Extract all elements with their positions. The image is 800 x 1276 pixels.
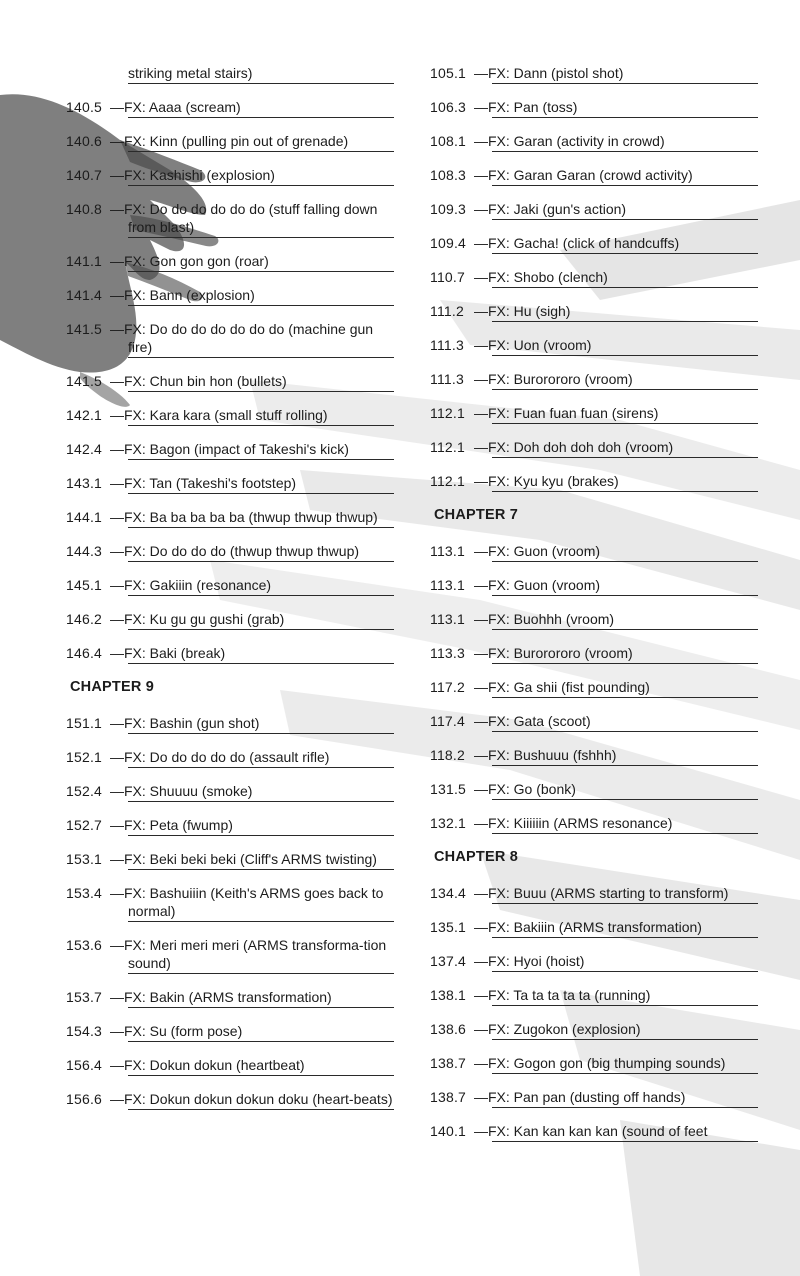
list-item (430, 268, 758, 288)
list-item (66, 372, 394, 392)
list-item (430, 780, 758, 800)
entry-number: 152.1 (66, 749, 103, 765)
entry-text: —FX: Tan (Takeshi's footstep) (128, 474, 394, 494)
entry-number: 140.8 (66, 201, 103, 217)
entry-number: 156.6 (66, 1091, 103, 1107)
list-item (66, 988, 394, 1008)
list-item (66, 576, 394, 596)
entry-number: 142.1 (66, 407, 103, 423)
entry-number: 153.7 (66, 989, 103, 1005)
entry-number: 140.7 (66, 167, 103, 183)
list-item (430, 64, 758, 84)
entry-text: —FX: Uon (vroom) (492, 336, 758, 356)
entry-text: —FX: Gata (scoot) (492, 712, 758, 732)
list-item (430, 746, 758, 766)
entry-number: 141.5 (66, 373, 103, 389)
list-item (66, 884, 394, 922)
entry-number: 143.1 (66, 475, 103, 491)
list-item (430, 370, 758, 390)
entry-text: —FX: Beki beki beki (Cliff's ARMS twisting) (128, 850, 394, 870)
entry-text: —FX: Do do do do do do do (machine gun fire) (128, 320, 394, 358)
entry-text: —FX: Buohhh (vroom) (492, 610, 758, 630)
list-item (66, 816, 394, 836)
entry-text: —FX: Shobo (clench) (492, 268, 758, 288)
entry-text: —FX: Ga shii (fist pounding) (492, 678, 758, 698)
entry-number: 153.1 (66, 851, 103, 867)
list-item (430, 132, 758, 152)
list-item (430, 234, 758, 254)
entry-number: 153.4 (66, 885, 103, 901)
entry-text: —FX: Garan Garan (crowd activity) (492, 166, 758, 186)
entry-text: —FX: Meri meri meri (ARMS transforma-tion sound) (128, 936, 394, 974)
list-item (430, 1020, 758, 1040)
entry-number: 138.7 (430, 1089, 467, 1105)
list-item (66, 440, 394, 460)
entry-number: 113.1 (430, 543, 465, 559)
entry-number: 108.3 (430, 167, 467, 183)
chapter-heading: CHAPTER 7 (434, 507, 518, 523)
entry-number: 112.1 (430, 439, 465, 455)
entry-text: —FX: Jaki (gun's action) (492, 200, 758, 220)
entry-number: 132.1 (430, 815, 467, 831)
entry-number: 146.2 (66, 611, 103, 627)
entry-number: 153.6 (66, 937, 103, 953)
entry-number: 141.5 (66, 321, 103, 337)
entry-text: —FX: Hu (sigh) (492, 302, 758, 322)
list-item (66, 542, 394, 562)
list-item (430, 814, 758, 834)
list-item (430, 644, 758, 664)
entry-text: —FX: Pan (toss) (492, 98, 758, 118)
list-item (66, 1056, 394, 1076)
entry-number: 152.4 (66, 783, 103, 799)
entry-number: 140.6 (66, 133, 103, 149)
entry-number: 138.7 (430, 1055, 467, 1071)
list-item (430, 986, 758, 1006)
entry-number: 146.4 (66, 645, 103, 661)
entry-text: —FX: Fuan fuan fuan (sirens) (492, 404, 758, 424)
entry-text: —FX: Buuu (ARMS starting to transform) (492, 884, 758, 904)
entry-number: 112.1 (430, 473, 465, 489)
entry-text: —FX: Go (bonk) (492, 780, 758, 800)
list-item (66, 508, 394, 528)
entry-number: 111.3 (430, 337, 464, 353)
entry-number: 117.4 (430, 713, 465, 729)
entry-number: 105.1 (430, 65, 467, 81)
list-item (430, 918, 758, 938)
list-item (66, 1090, 394, 1110)
entry-text: —FX: Kinn (pulling pin out of grenade) (128, 132, 394, 152)
list-item (66, 406, 394, 426)
list-item (430, 712, 758, 732)
entry-number: 117.2 (430, 679, 465, 695)
list-item (430, 1122, 758, 1142)
entry-number: 138.1 (430, 987, 467, 1003)
list-item (430, 166, 758, 186)
entry-number: 118.2 (430, 747, 465, 763)
entry-text: —FX: Garan (activity in crowd) (492, 132, 758, 152)
entry-text: —FX: Gon gon gon (roar) (128, 252, 394, 272)
list-item (66, 782, 394, 802)
entry-text: striking metal stairs) (128, 64, 394, 84)
list-item (430, 472, 758, 492)
chapter-heading: CHAPTER 8 (434, 849, 518, 865)
chapter-heading: CHAPTER 9 (70, 679, 154, 695)
entry-number: 144.3 (66, 543, 103, 559)
list-item (66, 98, 394, 118)
entry-text: —FX: Su (form pose) (128, 1022, 394, 1042)
list-item (430, 542, 758, 562)
entry-text: —FX: Kara kara (small stuff rolling) (128, 406, 394, 426)
list-item (430, 302, 758, 322)
entry-text: —FX: Peta (fwump) (128, 816, 394, 836)
entry-text: —FX: Gogon gon (big thumping sounds) (492, 1054, 758, 1074)
list-item (66, 132, 394, 152)
list-item (66, 850, 394, 870)
entry-number: 109.3 (430, 201, 467, 217)
list-item (430, 200, 758, 220)
list-item (430, 336, 758, 356)
entry-number: 154.3 (66, 1023, 103, 1039)
list-item (66, 936, 394, 974)
entry-text: —FX: Kashishi (explosion) (128, 166, 394, 186)
list-item (430, 1054, 758, 1074)
entry-number: 106.3 (430, 99, 467, 115)
list-item (430, 952, 758, 972)
entry-number: 113.1 (430, 577, 465, 593)
entry-text: —FX: Do do do do (thwup thwup thwup) (128, 542, 394, 562)
entry-number: 113.1 (430, 611, 465, 627)
list-item (66, 166, 394, 186)
entry-text: —FX: Dokun dokun dokun doku (heart-beats) (128, 1090, 394, 1110)
list-item (66, 320, 394, 358)
list-item (430, 884, 758, 904)
entry-number: 108.1 (430, 133, 467, 149)
entry-text: —FX: Baki (break) (128, 644, 394, 664)
entry-text: —FX: Ta ta ta ta ta (running) (492, 986, 758, 1006)
entry-text: —FX: Bagon (impact of Takeshi's kick) (128, 440, 394, 460)
entry-number: 144.1 (66, 509, 103, 525)
entry-text: —FX: Bakin (ARMS transformation) (128, 988, 394, 1008)
entry-text: —FX: Gakiiin (resonance) (128, 576, 394, 596)
entry-number: 140.1 (430, 1123, 467, 1139)
entry-text: —FX: Burorororo (vroom) (492, 370, 758, 390)
entry-text: —FX: Zugokon (explosion) (492, 1020, 758, 1040)
entry-number: 113.3 (430, 645, 465, 661)
list-item (66, 474, 394, 494)
entry-number: 138.6 (430, 1021, 467, 1037)
entry-text: —FX: Gacha! (click of handcuffs) (492, 234, 758, 254)
list-item (66, 200, 394, 238)
entry-number: 112.1 (430, 405, 465, 421)
list-item (66, 610, 394, 630)
entry-number: 152.7 (66, 817, 103, 833)
list-item (66, 1022, 394, 1042)
entry-text: —FX: Aaaa (scream) (128, 98, 394, 118)
list-item (66, 644, 394, 664)
entry-text: —FX: Bakiiin (ARMS transformation) (492, 918, 758, 938)
entry-number: 156.4 (66, 1057, 103, 1073)
entry-text: —FX: Chun bin hon (bullets) (128, 372, 394, 392)
entry-text: —FX: Dann (pistol shot) (492, 64, 758, 84)
entry-number: 110.7 (430, 269, 465, 285)
entry-text: —FX: Hyoi (hoist) (492, 952, 758, 972)
list-item (66, 748, 394, 768)
list-item (430, 610, 758, 630)
entry-text: —FX: Doh doh doh doh (vroom) (492, 438, 758, 458)
entry-text: —FX: Ku gu gu gushi (grab) (128, 610, 394, 630)
entry-text: —FX: Guon (vroom) (492, 542, 758, 562)
list-item (66, 64, 394, 84)
entry-number: 109.4 (430, 235, 467, 251)
entry-text: —FX: Do do do do do do (stuff falling down from blast) (128, 200, 394, 238)
list-item (430, 98, 758, 118)
entry-number: 131.5 (430, 781, 467, 797)
entry-text: —FX: Pan pan (dusting off hands) (492, 1088, 758, 1108)
list-item (430, 576, 758, 596)
entry-text: —FX: Bann (explosion) (128, 286, 394, 306)
entry-text: —FX: Dokun dokun (heartbeat) (128, 1056, 394, 1076)
entry-text: —FX: Kan kan kan kan (sound of feet (492, 1122, 758, 1142)
entry-text: —FX: Kiiiiiin (ARMS resonance) (492, 814, 758, 834)
entry-text: —FX: Guon (vroom) (492, 576, 758, 596)
entry-text: —FX: Bushuuu (fshhh) (492, 746, 758, 766)
entry-number: 137.4 (430, 953, 467, 969)
entry-text: —FX: Burorororo (vroom) (492, 644, 758, 664)
entry-text: —FX: Bashin (gun shot) (128, 714, 394, 734)
entry-number: 151.1 (66, 715, 103, 731)
entry-number: 142.4 (66, 441, 103, 457)
entry-number: 134.4 (430, 885, 467, 901)
right-column (430, 64, 758, 1156)
entry-text: —FX: Ba ba ba ba ba (thwup thwup thwup) (128, 508, 394, 528)
entry-text: —FX: Kyu kyu (brakes) (492, 472, 758, 492)
list-item (430, 438, 758, 458)
list-item (430, 1088, 758, 1108)
list-item (430, 404, 758, 424)
entry-text: —FX: Do do do do do (assault rifle) (128, 748, 394, 768)
entry-number: 145.1 (66, 577, 103, 593)
list-item (66, 714, 394, 734)
entry-number: 111.3 (430, 371, 464, 387)
entry-text: —FX: Shuuuu (smoke) (128, 782, 394, 802)
entry-number: 135.1 (430, 919, 467, 935)
entry-number: 141.4 (66, 287, 103, 303)
list-item (66, 286, 394, 306)
entry-number: 111.2 (430, 303, 464, 319)
entry-number: 140.5 (66, 99, 103, 115)
entry-number: 141.1 (66, 253, 103, 269)
left-column (66, 64, 394, 1124)
entry-text: —FX: Bashuiiin (Keith's ARMS goes back to normal) (128, 884, 394, 922)
list-item (66, 252, 394, 272)
list-item (430, 678, 758, 698)
